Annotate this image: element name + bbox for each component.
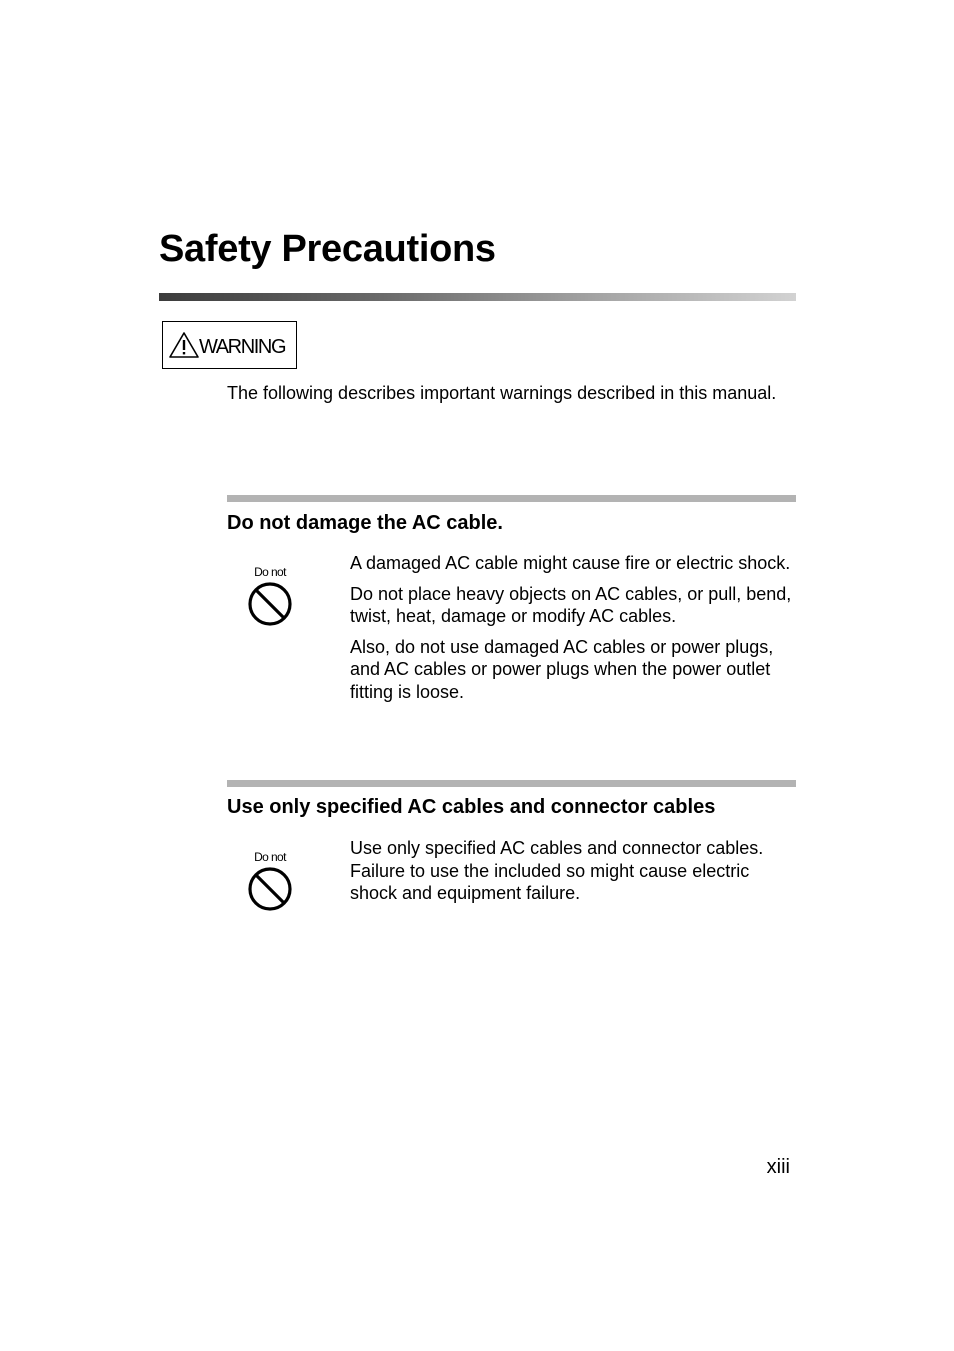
section-paragraph: Use only specified AC cables and connector cables. Failure to use the included so might cause electric shock and equipment failure.	[350, 838, 764, 903]
section-rule	[227, 495, 796, 502]
section-heading: Use only specified AC cables and connector cables	[227, 796, 716, 818]
section-body	[350, 837, 795, 913]
section-paragraph: Do not place heavy objects on AC cables, or pull, bend, twist, heat, damage or modify AC cables.	[350, 583, 792, 626]
intro-text: The following describes important warnings described in this manual.	[227, 383, 777, 403]
prohibition-circle-icon	[247, 866, 293, 912]
warning-box	[162, 321, 297, 369]
title-rule	[159, 293, 796, 301]
warning-label: WARNING	[199, 336, 286, 358]
section-paragraph: A damaged AC cable might cause fire or electric shock.	[350, 553, 791, 573]
prohibition-sign	[245, 565, 295, 627]
do-not-label: Do not	[254, 565, 286, 579]
warning-triangle-icon	[168, 331, 200, 359]
prohibition-circle-icon	[247, 581, 293, 627]
section-rule	[227, 780, 796, 787]
do-not-label: Do not	[254, 850, 286, 864]
section-heading: Do not damage the AC cable.	[227, 512, 503, 534]
prohibition-sign	[245, 850, 295, 912]
page-number: xiii	[766, 1156, 790, 1178]
section-body	[350, 552, 795, 711]
page-title: Safety Precautions	[159, 228, 496, 270]
section-paragraph: Also, do not use damaged AC cables or power plugs, and AC cables or power plugs when the power outlet fitting is loose.	[350, 636, 774, 702]
